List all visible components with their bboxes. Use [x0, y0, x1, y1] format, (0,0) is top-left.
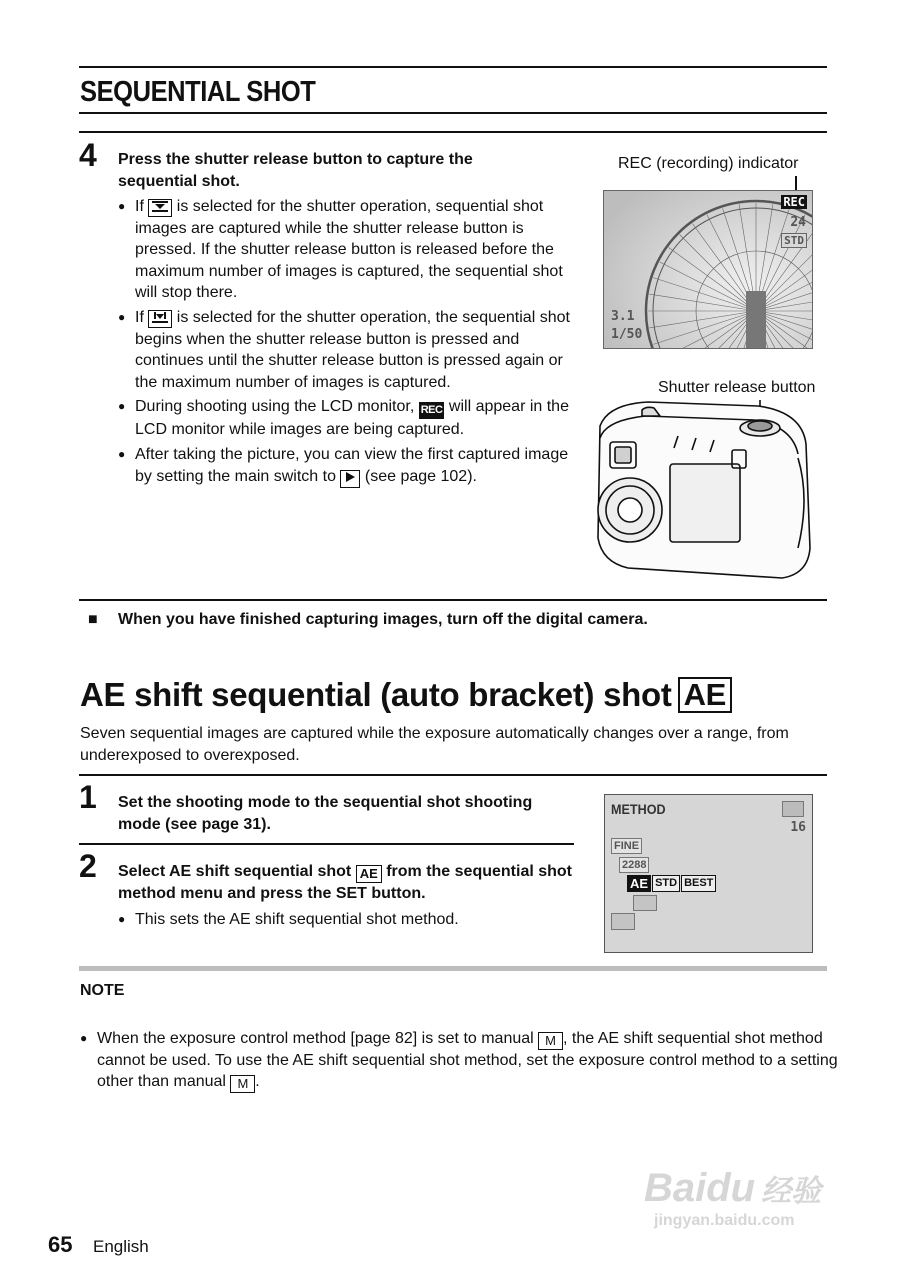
remaining-count: 16	[790, 820, 806, 835]
bullet-text: During shooting using the LCD monitor,	[135, 398, 415, 416]
list-item	[118, 196, 574, 304]
af-icon	[611, 913, 635, 930]
note-rule	[79, 966, 827, 971]
bullet-text: (see page 102).	[364, 467, 477, 485]
watermark-url: jingyan.baidu.com	[654, 1212, 795, 1229]
note-item	[80, 1028, 842, 1094]
ferris-wheel-photo	[604, 191, 812, 348]
sequential-icon	[782, 801, 804, 817]
rec-badge: REC	[783, 195, 805, 209]
hold-icon	[148, 199, 172, 217]
step2-rule	[79, 843, 574, 845]
fine-badge: FINE	[611, 838, 642, 854]
shutter-button-caption: Shutter release button	[658, 379, 816, 396]
page-number: 65	[48, 1232, 73, 1257]
method-options	[627, 875, 716, 892]
list-item	[118, 444, 574, 488]
step-number: 4	[79, 137, 97, 173]
step-heading: Press the shutter release button to capture the sequential shot.	[118, 151, 473, 190]
list-item	[118, 307, 574, 393]
finish-square: ■	[88, 611, 98, 628]
camera-illustration	[588, 398, 814, 580]
aperture-value: 3.1	[611, 309, 635, 324]
lcd-preview	[603, 190, 813, 349]
size-badge: 2288	[619, 857, 649, 873]
watermark-logo	[644, 1166, 821, 1211]
finish-rule	[79, 599, 827, 601]
ae-badge-icon: AE	[356, 865, 382, 883]
ae-intro: Seven sequential images are captured while the exposure automatically changes over a range, from underexposed to overexposed.	[80, 725, 789, 764]
note-text: , the AE shift sequential shot method cannot be used. To use the AE shift sequential shot method, set the exposure control method to a setting other than manual	[97, 1029, 838, 1091]
step-heading-text: from the sequential shot method menu and press the SET button.	[118, 863, 572, 902]
step-number: 1	[79, 779, 97, 815]
bullet-text: After taking the picture, you can view the first captured image by setting the main switch to	[135, 445, 569, 485]
bullet-text: If	[135, 198, 144, 215]
menu-option-ae[interactable]: AE	[627, 875, 651, 892]
list-item: ● This sets the AE shift sequential shot method.	[118, 909, 585, 931]
ae-title-text: AE shift sequential (auto bracket) shot	[80, 676, 672, 713]
step-heading	[118, 861, 578, 905]
shutter-speed-value: 1/50	[611, 327, 643, 342]
rec-indicator-caption: REC (recording) indicator	[618, 155, 799, 172]
rec-icon: REC	[419, 402, 445, 419]
watermark-brand: Baidu	[644, 1166, 756, 1210]
finish-note: When you have finished capturing images, turn off the digital camera.	[118, 611, 648, 628]
note-heading: NOTE	[80, 982, 125, 999]
step-heading-text: Select AE shift sequential shot	[118, 863, 352, 880]
bullet-text: is selected for the shutter operation, sequential shot images are captured while the shutter release button is pressed. If the shutter release button is released before the maximum number of images is captured, the sequential shot will stop there.	[135, 198, 563, 302]
ae-section-title	[80, 676, 732, 714]
step4-rule	[79, 131, 827, 133]
title-rule	[79, 112, 827, 114]
iso-icon	[633, 895, 657, 911]
page-language: English	[93, 1237, 149, 1256]
menu-title: METHOD	[611, 801, 666, 817]
list-item	[118, 396, 574, 441]
play-icon	[340, 470, 360, 488]
bullet-text: If	[135, 308, 144, 326]
press-icon	[148, 310, 172, 328]
bullet-text: is selected for the shutter operation, the sequential shot begins when the shutter release button is pressed and continues until the shutter release button is pressed again or the maximum number of images is captured.	[135, 308, 570, 391]
menu-option-std[interactable]: STD	[652, 875, 680, 892]
note-text: When the exposure control method [page 82] is set to manual	[97, 1029, 534, 1047]
step1-rule	[79, 774, 827, 776]
shot-count: 24	[790, 215, 806, 230]
ae-badge-icon: AE	[678, 677, 732, 713]
bullet-text: will appear in the LCD monitor while images are being captured.	[135, 398, 569, 439]
manual-badge-icon: M	[538, 1032, 563, 1050]
method-menu-screen	[604, 794, 813, 953]
step-heading: Set the shooting mode to the sequential shot shooting mode (see page 31).	[118, 794, 533, 833]
note-text: .	[255, 1073, 260, 1091]
manual-badge-icon: M	[230, 1075, 255, 1093]
quality-badge: STD	[781, 233, 807, 248]
top-rule	[79, 66, 827, 68]
section-title: SEQUENTIAL SHOT	[80, 76, 316, 108]
watermark-cn: 经验	[761, 1175, 822, 1208]
step-number: 2	[79, 848, 97, 884]
step4-bullets	[118, 196, 574, 488]
menu-option-best[interactable]: BEST	[681, 875, 716, 892]
